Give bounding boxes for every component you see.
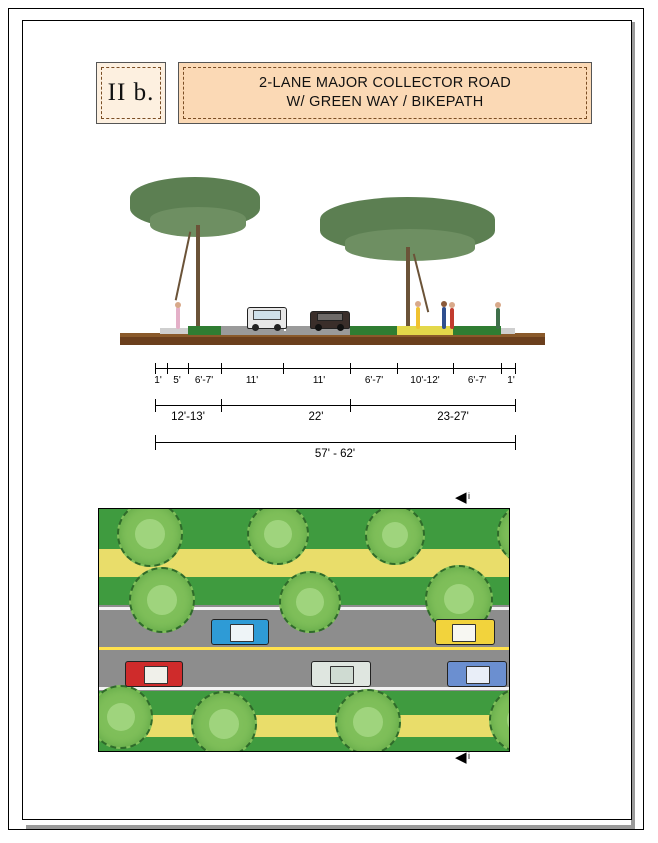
dimension-label: 6'-7' bbox=[194, 375, 214, 386]
section-arrow-bottom-label: i bbox=[468, 751, 470, 761]
dimension-block bbox=[120, 360, 545, 460]
dimension-row-detail bbox=[120, 368, 545, 392]
plan-vehicle-window bbox=[466, 666, 490, 684]
plan-greenway-bottom bbox=[99, 737, 509, 751]
dimension-row-total bbox=[120, 442, 545, 466]
plan-lane-stripe-edge-bottom bbox=[99, 687, 509, 690]
elevation-greenway-right bbox=[453, 326, 501, 335]
dimension-tick bbox=[155, 363, 156, 374]
sheet-number-label: II b. bbox=[107, 79, 155, 106]
sheet-title-line1: 2-LANE MAJOR COLLECTOR ROAD bbox=[259, 75, 511, 91]
dimension-tick bbox=[397, 363, 398, 374]
elevation-vehicle-suv bbox=[247, 307, 287, 329]
elevation-pedestrian bbox=[176, 307, 180, 329]
plan-vehicle-window bbox=[452, 624, 476, 642]
elevation-shoulder-right bbox=[501, 328, 515, 334]
plan-vehicle-window bbox=[330, 666, 354, 684]
elevation-tree-branch bbox=[175, 232, 192, 301]
plan-vehicle-red bbox=[125, 661, 183, 687]
plan-greenway-lower bbox=[99, 691, 509, 715]
dimension-label: 10'-12' bbox=[410, 375, 440, 386]
dimension-tick bbox=[501, 363, 502, 374]
dimension-tick bbox=[453, 363, 454, 374]
sheet-title-line2: W/ GREEN WAY / BIKEPATH bbox=[286, 94, 484, 110]
elevation-pedestrian-head bbox=[449, 302, 455, 308]
dimension-tick bbox=[515, 399, 516, 412]
section-arrow-top-label: i bbox=[468, 491, 470, 501]
sheet-number-badge-inner bbox=[101, 67, 161, 119]
dimension-label: 23-27' bbox=[437, 411, 469, 423]
dimension-tick bbox=[221, 363, 222, 374]
plan-vehicle-window bbox=[230, 624, 254, 642]
dimension-label: 1' bbox=[154, 375, 162, 386]
elevation-cyclist-head bbox=[415, 301, 421, 307]
plan-bikepath-bottom bbox=[99, 715, 509, 737]
elevation-tree-trunk bbox=[196, 225, 200, 330]
sheet-title-inner bbox=[183, 67, 587, 119]
elevation-pedestrian bbox=[442, 307, 446, 329]
elevation-greenway-left bbox=[188, 326, 221, 335]
elevation-vehicle-car bbox=[310, 311, 350, 329]
dimension-line bbox=[155, 368, 515, 369]
elevation-tree-canopy bbox=[345, 229, 475, 261]
elevation-tree-trunk bbox=[406, 247, 410, 330]
dimension-tick bbox=[350, 399, 351, 412]
section-arrow-bottom: ◀ bbox=[455, 749, 467, 766]
plan-vehicle-lightblue bbox=[447, 661, 507, 687]
dimension-row-group bbox=[120, 405, 545, 429]
plan-tree bbox=[335, 689, 401, 752]
plan-view bbox=[98, 508, 510, 752]
elevation-pedestrian-head bbox=[495, 302, 501, 308]
dimension-tick bbox=[167, 363, 168, 374]
dimension-label: 22' bbox=[308, 411, 324, 423]
elevation-pedestrian-head bbox=[175, 302, 181, 308]
sheet-number-badge bbox=[96, 62, 166, 124]
dimension-label-total: 57' - 62' bbox=[314, 448, 356, 460]
elevation-ground bbox=[120, 337, 545, 345]
dimension-tick bbox=[155, 435, 156, 450]
plan-vehicle-taxi bbox=[435, 619, 495, 645]
dimension-tick bbox=[188, 363, 189, 374]
plan-vehicle-blue bbox=[211, 619, 269, 645]
elevation-pedestrian bbox=[496, 308, 500, 329]
plan-tree bbox=[279, 571, 341, 633]
dimension-label: 6'-7' bbox=[364, 375, 384, 386]
dimension-tick bbox=[350, 363, 351, 374]
plan-tree bbox=[129, 567, 195, 633]
dimension-line bbox=[155, 442, 515, 443]
dimension-label: 1' bbox=[507, 375, 515, 386]
dimension-label: 11' bbox=[312, 375, 326, 386]
dimension-label: 11' bbox=[245, 375, 259, 386]
dimension-tick bbox=[221, 399, 222, 412]
plan-lane-stripe-center bbox=[99, 647, 509, 650]
plan-tree bbox=[191, 691, 257, 752]
plan-vehicle-white bbox=[311, 661, 371, 687]
elevation-greenway-median bbox=[350, 326, 397, 335]
dimension-label: 12'-13' bbox=[171, 411, 205, 423]
dimension-tick bbox=[155, 399, 156, 412]
section-arrow-top: ◀ bbox=[455, 489, 467, 506]
dimension-tick bbox=[283, 363, 284, 374]
dimension-label: 5' bbox=[173, 375, 181, 386]
dimension-line bbox=[155, 405, 515, 406]
dimension-tick bbox=[515, 435, 516, 450]
elevation-pedestrian-head bbox=[441, 301, 447, 307]
dimension-tick bbox=[515, 363, 516, 374]
elevation-pedestrian bbox=[450, 308, 454, 329]
elevation-cyclist bbox=[416, 307, 420, 329]
dimension-label: 6'-7' bbox=[467, 375, 487, 386]
elevation-sidewalk-left bbox=[160, 328, 188, 334]
sheet-title-block bbox=[178, 62, 592, 124]
plan-vehicle-window bbox=[144, 666, 168, 684]
cross-section-elevation bbox=[120, 165, 545, 360]
